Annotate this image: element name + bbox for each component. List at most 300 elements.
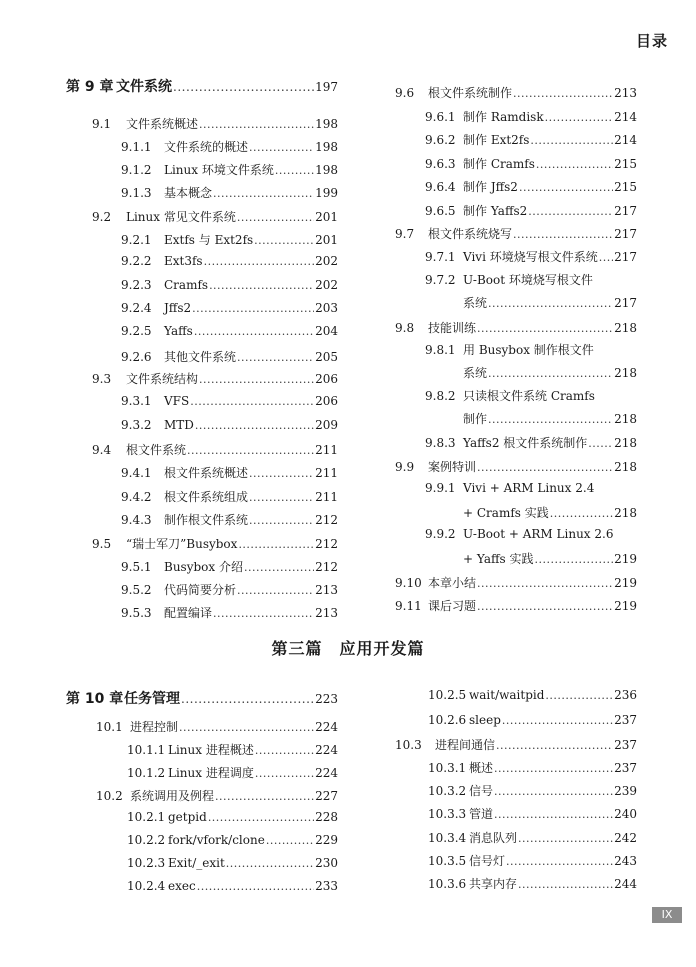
toc-subsection-entry[interactable] — [121, 138, 338, 158]
toc-section-entry[interactable] — [395, 319, 637, 339]
toc-number: 9.4 — [92, 443, 112, 457]
toc-title: 技能训练 — [428, 321, 477, 335]
toc-title: 配置编译 — [164, 606, 213, 620]
toc-subsection-entry[interactable] — [425, 527, 637, 547]
toc-page-number: 198 — [315, 163, 338, 177]
toc-number: 9.8.2 — [425, 389, 456, 403]
toc-title: 案例特训 — [428, 460, 477, 474]
toc-title: 代码简要分析 — [164, 583, 237, 597]
toc-number: 10.2.4 — [127, 879, 166, 893]
toc-title: 制作 — [463, 412, 488, 426]
toc-leader-dots — [513, 228, 613, 241]
toc-subsection-entry[interactable] — [428, 875, 637, 895]
toc-title: 制作 Cramfs — [463, 157, 535, 171]
toc-title: 概述 — [469, 761, 494, 775]
toc-leader-dots — [494, 785, 613, 798]
toc-number: 9.2.2 — [121, 254, 152, 268]
toc-page-number: 205 — [315, 350, 338, 364]
toc-leader-dots — [213, 607, 314, 620]
toc-leader-dots — [181, 692, 314, 706]
toc-page-number: 217 — [614, 227, 637, 241]
toc-number: 10.2.2 — [127, 833, 166, 847]
toc-leader-dots — [237, 351, 314, 364]
toc-page-number: 237 — [614, 738, 637, 752]
toc-number: 9.8.3 — [425, 436, 456, 450]
toc-title: 本章小结 — [428, 576, 477, 590]
toc-leader-dots — [519, 181, 613, 194]
toc-number: 10.3.2 — [428, 784, 467, 798]
toc-title: VFS — [164, 394, 190, 408]
toc-title: Ext3fs — [164, 254, 203, 268]
toc-subsection-entry[interactable] — [127, 764, 338, 784]
toc-title: 文件系统结构 — [126, 372, 199, 386]
toc-number: 9.5.2 — [121, 583, 152, 597]
corner-title: 目录 — [635, 32, 668, 50]
toc-subsection-entry[interactable] — [121, 348, 338, 368]
toc-subsection-entry[interactable] — [121, 581, 338, 601]
toc-subsection-entry[interactable] — [425, 341, 637, 361]
toc-title: 信号 — [469, 784, 494, 798]
toc-page-number: 202 — [315, 254, 338, 268]
toc-title: Yaffs2 根文件系统制作 — [463, 436, 588, 450]
toc-number: 9.8 — [395, 321, 415, 335]
toc-title: Jffs2 — [164, 301, 192, 315]
toc-leader-dots — [199, 118, 314, 131]
toc-number: 10.1 — [96, 720, 123, 734]
toc-leader-dots — [255, 767, 314, 780]
toc-leader-dots — [194, 325, 314, 338]
toc-number: 10.3.3 — [428, 807, 467, 821]
toc-leader-dots — [477, 461, 613, 474]
toc-title: Linux 进程概述 — [168, 743, 254, 757]
toc-number: 9.3.1 — [121, 394, 152, 408]
toc-leader-dots — [237, 211, 314, 224]
toc-page-number: 227 — [315, 789, 338, 803]
toc-leader-dots — [488, 413, 613, 426]
toc-page-number: 244 — [614, 877, 637, 891]
toc-subsection-entry[interactable] — [425, 294, 637, 314]
toc-subsection-entry[interactable] — [425, 202, 637, 222]
toc-page-number: 198 — [315, 117, 338, 131]
toc-section-entry[interactable] — [96, 787, 338, 807]
toc-page-number: 201 — [315, 210, 338, 224]
toc-page-number: 213 — [315, 606, 338, 620]
toc-leader-dots — [209, 279, 314, 292]
toc-subsection-entry[interactable] — [127, 741, 338, 761]
toc-number: 10.3.4 — [428, 831, 467, 845]
toc-title: 课后习题 — [428, 599, 477, 613]
toc-leader-dots — [226, 857, 314, 870]
toc-title: Extfs 与 Ext2fs — [164, 233, 254, 247]
toc-page-number: 199 — [315, 186, 338, 200]
toc-page-number: 201 — [315, 233, 338, 247]
toc-number: 9.8.1 — [425, 343, 456, 357]
toc-title: 制作 Ramdisk — [463, 110, 544, 124]
toc-number: 9.3.2 — [121, 418, 152, 432]
toc-subsection-entry[interactable] — [425, 131, 637, 151]
toc-title: “瑞士军刀”Busybox — [126, 537, 238, 551]
toc-section-entry[interactable] — [92, 208, 338, 228]
toc-subsection-entry[interactable] — [121, 488, 338, 508]
toc-page-number: 206 — [315, 372, 338, 386]
toc-section-entry[interactable] — [92, 441, 338, 461]
toc-title: 文件系统概述 — [126, 117, 199, 131]
toc-title: 消息队列 — [469, 831, 518, 845]
toc-subsection-entry[interactable] — [425, 481, 637, 501]
toc-title: wait/waitpid — [469, 688, 545, 702]
toc-page-number: 211 — [315, 443, 338, 457]
toc-page-number: 203 — [315, 301, 338, 315]
toc-leader-dots — [192, 302, 314, 315]
toc-number: 9.2 — [92, 210, 112, 224]
toc-title: 进程间通信 — [435, 738, 496, 752]
toc-page-number: 213 — [315, 583, 338, 597]
toc-subsection-entry[interactable] — [425, 248, 637, 268]
toc-title: 根文件系统制作 — [428, 86, 513, 100]
toc-leader-dots — [477, 322, 613, 335]
toc-page-number: 212 — [315, 537, 338, 551]
toc-page-number: 204 — [315, 324, 338, 338]
toc-number: 10.2.1 — [127, 810, 166, 824]
toc-leader-dots — [275, 164, 314, 177]
toc-leader-dots — [179, 721, 314, 734]
toc-title: Linux 进程调度 — [168, 766, 254, 780]
toc-leader-dots — [518, 832, 613, 845]
toc-chapter-entry[interactable] — [66, 688, 338, 708]
toc-number: 9.2.4 — [121, 301, 152, 315]
toc-section-entry[interactable] — [395, 84, 637, 104]
toc-subsection-entry[interactable] — [425, 271, 637, 291]
toc-title: Cramfs — [164, 278, 209, 292]
toc-subsection-entry[interactable] — [425, 178, 637, 198]
toc-number: 9.2.3 — [121, 278, 152, 292]
toc-number: 9.5 — [92, 537, 112, 551]
toc-leader-dots — [545, 111, 613, 124]
toc-subsection-entry[interactable] — [428, 805, 637, 825]
toc-number: 9.2.1 — [121, 233, 152, 247]
toc-title: U-Boot + ARM Linux 2.6 — [463, 527, 614, 541]
toc-leader-dots — [249, 141, 314, 154]
toc-subsection-entry[interactable] — [425, 434, 637, 454]
toc-number: 9.3 — [92, 372, 112, 386]
toc-leader-dots — [266, 834, 314, 847]
toc-section-entry[interactable] — [395, 597, 637, 617]
toc-page-number: 224 — [315, 743, 338, 757]
toc-number: 10.2.6 — [428, 713, 467, 727]
toc-subsection-entry[interactable] — [121, 301, 338, 321]
toc-number: 9.6.4 — [425, 180, 456, 194]
toc-number: 9.6.2 — [425, 133, 456, 147]
toc-leader-dots — [477, 577, 613, 590]
toc-title: Linux 常见文件系统 — [126, 210, 236, 224]
toc-page-number: 224 — [315, 720, 338, 734]
toc-title: 根文件系统组成 — [164, 490, 249, 504]
toc-number: 9.1 — [92, 117, 112, 131]
toc-subsection-entry[interactable] — [425, 504, 637, 524]
toc-leader-dots — [237, 584, 314, 597]
toc-subsection-entry[interactable] — [127, 833, 338, 853]
toc-page-number: 233 — [315, 879, 338, 893]
toc-page-number: 237 — [614, 761, 637, 775]
toc-page-number: 243 — [614, 854, 637, 868]
toc-subsection-entry[interactable] — [121, 604, 338, 624]
toc-leader-dots — [550, 507, 613, 520]
toc-title: sleep — [469, 713, 501, 727]
toc-leader-dots — [249, 467, 314, 480]
toc-subsection-entry[interactable] — [428, 782, 637, 802]
toc-page-number: 218 — [614, 460, 637, 474]
toc-number: 9.1.2 — [121, 163, 152, 177]
toc-number: 10.3.5 — [428, 854, 467, 868]
toc-page-number: 217 — [614, 250, 637, 264]
toc-subsection-entry[interactable] — [121, 254, 338, 274]
toc-page-number: 230 — [315, 856, 338, 870]
toc-page-number: 219 — [614, 552, 637, 566]
toc-title: 制作根文件系统 — [164, 513, 249, 527]
toc-title: 制作 Ext2fs — [463, 133, 530, 147]
toc-subsection-entry[interactable] — [428, 688, 637, 708]
toc-leader-dots — [506, 855, 613, 868]
toc-page-number: 211 — [315, 490, 338, 504]
toc-number: 10.2.5 — [428, 688, 467, 702]
toc-subsection-entry[interactable] — [425, 387, 637, 407]
toc-subsection-entry[interactable] — [428, 852, 637, 872]
toc-leader-dots — [249, 514, 314, 527]
toc-page-number: 236 — [614, 688, 637, 702]
toc-leader-dots — [173, 80, 314, 94]
toc-leader-dots — [244, 561, 314, 574]
toc-section-entry[interactable] — [92, 115, 338, 135]
toc-number: 9.9 — [395, 460, 415, 474]
toc-leader-dots — [545, 689, 613, 702]
toc-number: 9.1.1 — [121, 140, 152, 154]
toc-title: 文件系统 — [116, 79, 172, 95]
toc-leader-dots — [249, 491, 314, 504]
toc-title: Vivi + ARM Linux 2.4 — [463, 481, 595, 495]
toc-page-number: 202 — [315, 278, 338, 292]
toc-leader-dots — [215, 790, 314, 803]
toc-leader-dots — [254, 234, 314, 247]
toc-subsection-entry[interactable] — [121, 184, 338, 204]
toc-number: 9.11 — [395, 599, 422, 613]
toc-page-number: 219 — [614, 576, 637, 590]
toc-number: 9.4.3 — [121, 513, 152, 527]
toc-number: 10.1.2 — [127, 766, 166, 780]
toc-section-entry[interactable] — [92, 370, 338, 390]
toc-leader-dots — [496, 739, 613, 752]
toc-number: 10.3.1 — [428, 761, 467, 775]
toc-number: 9.7 — [395, 227, 415, 241]
toc-title: 根文件系统概述 — [164, 466, 249, 480]
toc-page-number: 218 — [614, 412, 637, 426]
toc-page-number: 218 — [614, 366, 637, 380]
part-title: 第三篇 应用开发篇 — [271, 639, 425, 658]
toc-page-number: 218 — [614, 321, 637, 335]
toc-leader-dots — [530, 134, 613, 147]
toc-section-entry[interactable] — [395, 458, 637, 478]
toc-title: Yaffs — [164, 324, 193, 338]
toc-title: 共享内存 — [469, 877, 518, 891]
toc-subsection-entry[interactable] — [121, 324, 338, 344]
toc-number: 9.9.2 — [425, 527, 456, 541]
toc-leader-dots — [502, 714, 613, 727]
toc-subsection-entry[interactable] — [121, 278, 338, 298]
toc-number: 10.1.1 — [127, 743, 166, 757]
toc-section-entry[interactable] — [96, 718, 338, 738]
toc-title: getpid — [168, 810, 207, 824]
toc-subsection-entry[interactable] — [425, 364, 637, 384]
toc-title: Exit/_exit — [168, 856, 225, 870]
toc-subsection-entry[interactable] — [425, 410, 637, 430]
toc-page-number: 215 — [614, 180, 637, 194]
toc-title: 只读根文件系统 Cramfs — [463, 389, 595, 403]
toc-page-number: 228 — [315, 810, 338, 824]
toc-number: 9.1.3 — [121, 186, 152, 200]
toc-page-number: 239 — [614, 784, 637, 798]
toc-page-number: 217 — [614, 204, 637, 218]
toc-title: Busybox 介绍 — [164, 560, 243, 574]
toc-leader-dots — [187, 444, 314, 457]
toc-title: 根文件系统烧写 — [428, 227, 513, 241]
toc-title: 用 Busybox 制作根文件 — [463, 343, 594, 357]
toc-title: 管道 — [469, 807, 494, 821]
toc-subsection-entry[interactable] — [425, 155, 637, 175]
toc-subsection-entry[interactable] — [121, 231, 338, 251]
toc-leader-dots — [208, 811, 314, 824]
toc-section-entry[interactable] — [395, 225, 637, 245]
toc-number: 9.2.5 — [121, 324, 152, 338]
toc-leader-dots — [197, 880, 314, 893]
toc-page-number: 229 — [315, 833, 338, 847]
toc-leader-dots — [494, 808, 613, 821]
toc-leader-dots — [213, 187, 314, 200]
toc-page-number: 197 — [315, 80, 338, 94]
toc-title: 基本概念 — [164, 186, 213, 200]
toc-page-number: 218 — [614, 506, 637, 520]
toc-leader-dots — [488, 367, 613, 380]
toc-leader-dots — [518, 878, 613, 891]
toc-number: 10.2 — [96, 789, 123, 803]
toc-title: U-Boot 环境烧写根文件 — [463, 273, 593, 287]
toc-page-number: 206 — [315, 394, 338, 408]
toc-leader-dots — [204, 255, 315, 268]
toc-chapter-entry[interactable] — [66, 76, 338, 96]
toc-page-number: 219 — [614, 599, 637, 613]
toc-page-number: 223 — [315, 692, 338, 706]
toc-leader-dots — [536, 158, 613, 171]
toc-leader-dots — [494, 762, 613, 775]
toc-subsection-entry[interactable] — [121, 161, 338, 181]
toc-leader-dots — [528, 205, 613, 218]
toc-page-number: 214 — [614, 133, 637, 147]
toc-title: 系统 — [463, 366, 488, 380]
toc-title: 制作 Yaffs2 — [463, 204, 528, 218]
toc-page-number: 214 — [614, 110, 637, 124]
toc-page-number: 218 — [614, 436, 637, 450]
toc-subsection-entry[interactable] — [428, 829, 637, 849]
toc-subsection-entry[interactable] — [127, 810, 338, 830]
toc-title: + Yaffs 实践 — [463, 552, 534, 566]
toc-title: 任务管理 — [124, 691, 180, 707]
toc-page-number: 209 — [315, 418, 338, 432]
toc-page-number: 242 — [614, 831, 637, 845]
toc-number: 9.6.5 — [425, 204, 456, 218]
toc-number: 第 10 章 — [66, 691, 124, 707]
toc-number: 第 9 章 — [66, 79, 114, 95]
toc-title: 信号灯 — [469, 854, 506, 868]
toc-subsection-entry[interactable] — [127, 879, 338, 899]
toc-number: 10.2.3 — [127, 856, 166, 870]
toc-page-number: 198 — [315, 140, 338, 154]
toc-number: 10.3.6 — [428, 877, 467, 891]
toc-subsection-entry[interactable] — [428, 759, 637, 779]
toc-page-number: 212 — [315, 560, 338, 574]
toc-subsection-entry[interactable] — [121, 394, 338, 414]
toc-section-entry[interactable] — [395, 574, 637, 594]
toc-title: Linux 环境文件系统 — [164, 163, 274, 177]
toc-number: 9.2.6 — [121, 350, 152, 364]
toc-subsection-entry[interactable] — [121, 558, 338, 578]
toc-number: 9.4.2 — [121, 490, 152, 504]
toc-number: 9.7.1 — [425, 250, 456, 264]
toc-leader-dots — [488, 297, 613, 310]
toc-leader-dots — [599, 251, 613, 264]
toc-subsection-entry[interactable] — [127, 856, 338, 876]
toc-page-number: 237 — [614, 713, 637, 727]
toc-subsection-entry[interactable] — [425, 108, 637, 128]
toc-number: 9.6 — [395, 86, 415, 100]
toc-leader-dots — [255, 744, 314, 757]
toc-title: 其他文件系统 — [164, 350, 237, 364]
toc-subsection-entry[interactable] — [428, 713, 637, 733]
toc-subsection-entry[interactable] — [425, 550, 637, 570]
toc-number: 10.3 — [395, 738, 422, 752]
toc-page-number: 240 — [614, 807, 637, 821]
toc-title: 系统调用及例程 — [130, 789, 215, 803]
toc-page-number: 217 — [614, 296, 637, 310]
toc-number: 9.5.1 — [121, 560, 152, 574]
toc-title: Vivi 环境烧写根文件系统 — [463, 250, 598, 264]
toc-number: 9.10 — [395, 576, 422, 590]
toc-title: exec — [168, 879, 196, 893]
toc-subsection-entry[interactable] — [121, 511, 338, 531]
toc-page-number: 215 — [614, 157, 637, 171]
toc-title: fork/vfork/clone — [168, 833, 265, 847]
toc-leader-dots — [199, 373, 314, 386]
toc-page-number: 213 — [614, 86, 637, 100]
toc-leader-dots — [513, 87, 613, 100]
page-number-badge: IX — [652, 907, 682, 923]
toc-title: + Cramfs 实践 — [463, 506, 549, 520]
toc-subsection-entry[interactable] — [121, 464, 338, 484]
toc-section-entry[interactable] — [92, 535, 338, 555]
toc-subsection-entry[interactable] — [121, 418, 338, 438]
toc-number: 9.4.1 — [121, 466, 152, 480]
toc-page-number: 224 — [315, 766, 338, 780]
toc-number: 9.6.1 — [425, 110, 456, 124]
toc-leader-dots — [238, 538, 314, 551]
toc-number: 9.7.2 — [425, 273, 456, 287]
toc-leader-dots — [190, 395, 314, 408]
toc-title: 根文件系统 — [126, 443, 187, 457]
toc-section-entry[interactable] — [395, 736, 637, 756]
toc-page-number: 212 — [315, 513, 338, 527]
toc-title: 制作 Jffs2 — [463, 180, 518, 194]
toc-number: 9.5.3 — [121, 606, 152, 620]
toc-number: 9.9.1 — [425, 481, 456, 495]
toc-title: MTD — [164, 418, 194, 432]
toc-leader-dots — [535, 553, 614, 566]
